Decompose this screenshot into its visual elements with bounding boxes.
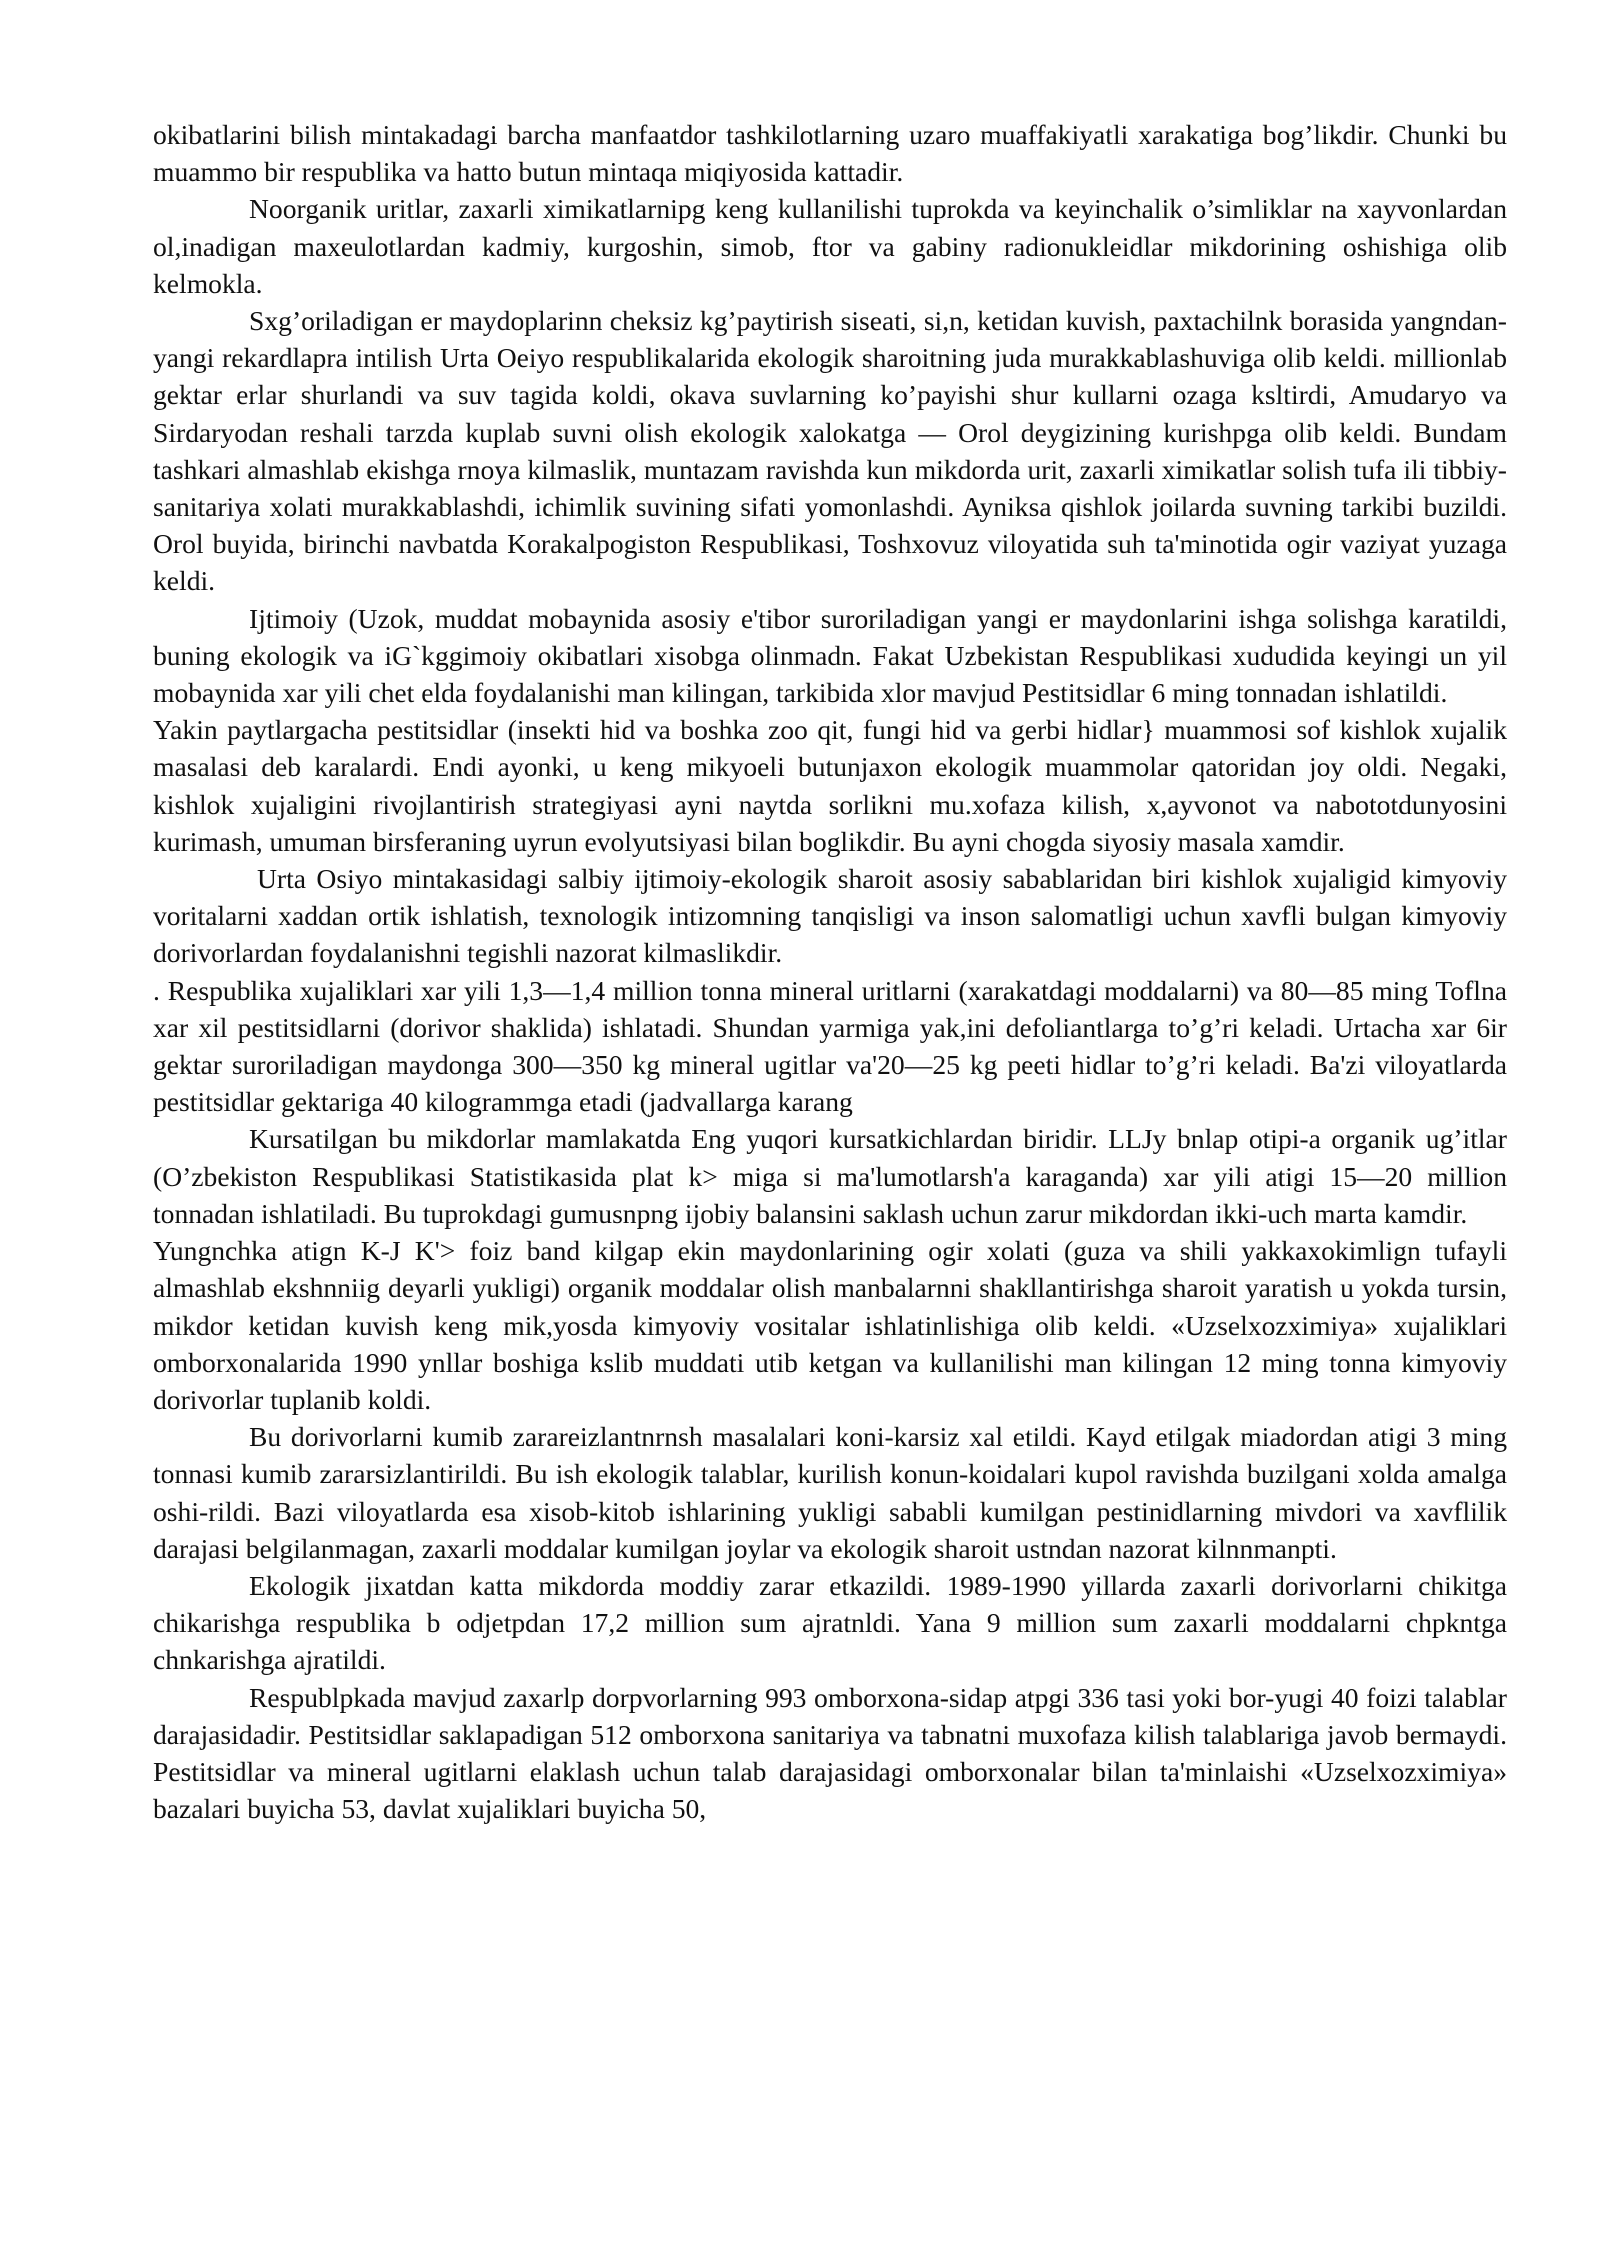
document-page xyxy=(153,116,1507,1827)
paragraph-9: Yungnchka atign K-J K'> foiz band kilgap ekin maydonlarining ogir xolati (guza va shili yakkaxokimlign tufayli almashlab ekshnniig deyarli yukligi) organik moddalar olish manbalarnni shakllantirishga sharoit yaratish u yokda tursin, mikdor ketidan kuvish keng mik,yosda kimyoviy vositalar ishlatinlishiga olib keldi. «Uzselxozximiya» xujaliklari omborxonalarida 1990 ynllar boshiga kslib muddati utib ketgan va kullanilishi man kilingan 12 ming tonna kimyoviy dorivorlar tuplanib koldi. xyxy=(153,1235,1507,1415)
paragraph-2: Noorganik uritlar, zaxarli ximikatlarnipg keng kullanilishi tuprokda va keyinchalik o’simliklar na xayvonlardan ol,inadigan maxeulotlardan kadmiy, kurgoshin, simob, ftor va gabiny radionukleidlar mikdorining oshishiga olib kelmokla. xyxy=(153,193,1507,299)
paragraph-11: Ekologik jixatdan katta mikdorda moddiy zarar etkazildi. 1989-1990 yillarda zaxarli dorivorlarni chikitga chikarishga respublika b odjetpdan 17,2 million sum ajratnldi. Yana 9 million sum zaxarli moddalarni chpkntga chnkarishga ajratildi. xyxy=(153,1569,1507,1676)
paragraph-5: Yakin paytlargacha pestitsidlar (insekti hid va boshka zoo qit, fungi hid va gerbi hidlar} muammosi sof kishlok xujalik masalasi deb karalardi. Endi ayonki, u keng mikyoeli butunjaxon ekologik muammolar qatoridan joy oldi. Negaki, kishlok xujaligini rivojlantirish strategiyasi ayni naytda sorlikni mu.xofaza kilish, x,ayvonot va nabototdunyosini kurimash, umuman birsferaning uyrun evolyutsiyasi bilan boglikdir. Bu ayni chogda siyosiy masala xamdir. xyxy=(153,714,1507,857)
paragraph-3: Sxg’oriladigan er maydoplarinn cheksiz kg’paytirish siseati, si,n, ketidan kuvish, paxtachilnk borasida yangndan-yangi rekardlapra intilish Urta Oeiyo respublikalarida ekologik sharoitning juda murakkablashuviga olib keldi. millionlab gektar erlar shurlandi va suv tagida koldi, okava suvlarning ko’payishi shur kullarni ozaga ksltirdi, Amudaryo va Sirdaryodan reshali tarzda kuplab suvni olish ekologik xalokatga — Orol deygizining kurishpga olib keldi. Bundam tashkari almashlab ekishga rnoya kilmaslik, muntazam ravishda kun mikdorda urit, zaxarli ximikatlar solish tufa ili tibbiy-sanitariya xolati murakkablashdi, ichimlik suvining sifati yomonlashdi. Ayniksa qishlok joilarda suvning tarkibi buzildi. Orol buyida, birinchi navbatda Korakalpogiston Respublikasi, Toshxovuz viloyatida suh ta'minotida ogir vaziyat yuzaga keldi. xyxy=(153,305,1507,597)
paragraph-7: . Respublika xujaliklari xar yili 1,3—1,4 million tonna mineral uritlarni (xarakatdagi moddalarni) va 80—85 ming Toflna xar xil pestitsidlarni (dorivor shaklida) ishlatadi. Shundan yarmiga yak,ini defoliantlarga to’g’ri keladi. Urtacha xar 6ir gektar suroriladigan maydonga 300—350 kg mineral ugitlar va'20—25 kg peeti hidlar to’g’ri keladi. Ba'zi viloyatlarda pestitsidlar gektariga 40 kilogrammga etadi (jadvallarga karang xyxy=(153,974,1507,1118)
paragraph-6: Urta Osiyo mintakasidagi salbiy ijtimoiy-ekologik sharoit asosiy sabablaridan biri kishlok xujaligid kimyoviy voritalarni xaddan ortik ishlatish, texnologik intizomning tanqisligi va inson salomatligi uchun xavfli bulgan kimyoviy dorivorlardan foydalanishni tegishli nazorat kilmaslikdir. xyxy=(153,863,1507,969)
paragraph-12: Respublpkada mavjud zaxarlp dorpvorlarning 993 omborxona-sidap atpgi 336 tasi yoki bor-yugi 40 foizi talablar darajasidadir. Pestitsidlar saklapadigan 512 omborxona sanitariya va tabnatni muxofaza kilish talablariga javob bermaydi. Pestitsidlar va mineral ugitlarni elaklash uchun talab darajasidagi omborxonalar bilan ta'minlaishi «Uzselxozximiya» bazalari buyicha 53, davlat xujaliklari buyicha 50, xyxy=(153,1681,1507,1825)
paragraph-10: Bu dorivorlarni kumib zarareizlantnrnsh masalalari koni-karsiz xal etildi. Kayd etilgak miadordan atigi 3 ming tonnasi kumib zararsizlantirildi. Bu ish ekologik talablar, kurilish konun-koidalari kupol ravishda buzilgani xolda amalga oshi-rildi. Bazi viloyatlarda esa xisob-kitob ishlarining yukligi sababli kumilgan pestinidlarning mivdori va xavflilik darajasi belgilanmagan, zaxarli moddalar kumilgan joylar va ekologik sharoit ustndan nazorat kilnnmanpti. xyxy=(153,1421,1507,1564)
paragraph-1: okibatlarini bilish mintakadagi barcha manfaatdor tashkilotlarning uzaro muaffakiyatli xarakatiga bog’likdir. Chunki bu muammo bir respublika va hatto butun mintaqa miqiyosida kattadir. xyxy=(153,119,1507,188)
paragraph-8: Kursatilgan bu mikdorlar mamlakatda Eng yuqori kursatkichlardan biridir. LLJy bnlap otipi-a organik ug’itlar (O’zbekiston Respublikasi Statistikasida plat k> miga si ma'lumotlarsh'a karaganda) xar yili atigi 15—20 million tonnadan ishlatiladi. Bu tuprokdagi gumusnpng ijobiy balansini saklash uchun zarur mikdordan ikki-uch marta kamdir. xyxy=(153,1123,1507,1229)
paragraph-4: Ijtimoiy (Uzok, muddat mobaynida asosiy e'tibor suroriladigan yangi er maydonlarini ishga solishga karatildi, buning ekologik va iG`kggimoiy okibatlari xisobga olinmadn. Fakat Uzbekistan Respublikasi xududida keyingi un yil mobaynida xar yili chet elda foydalanishi man kilingan, tarkibida xlor mavjud Pestitsidlar 6 ming tonnadan ishlatildi. xyxy=(153,602,1507,709)
